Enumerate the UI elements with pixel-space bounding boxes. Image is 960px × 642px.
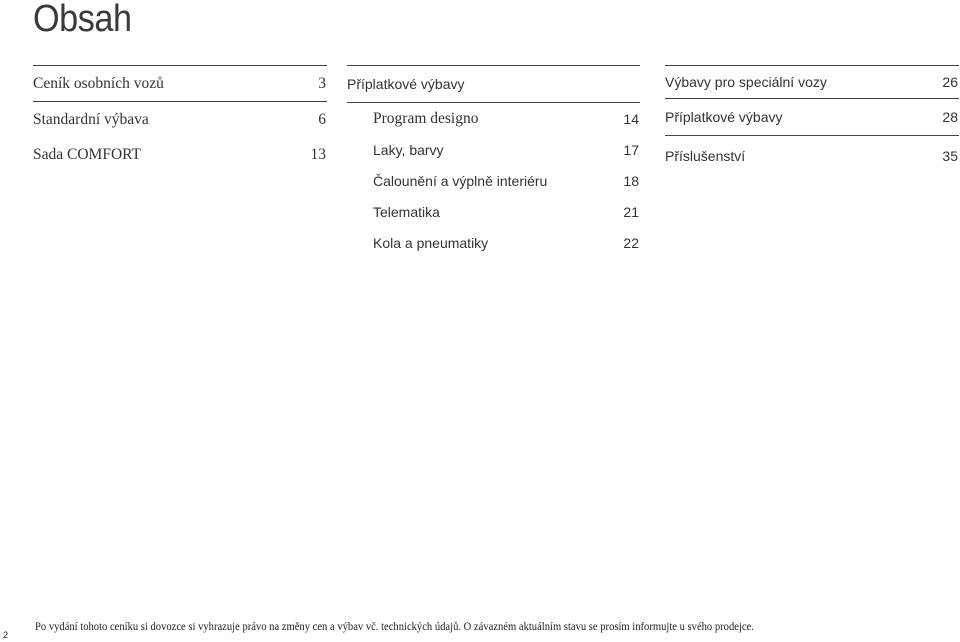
toc-entry-label: Čalounění a výplně interiéru (373, 172, 548, 189)
toc-entry[interactable] (665, 99, 959, 136)
toc-section-header[interactable] (347, 66, 640, 103)
toc-entry[interactable] (33, 66, 327, 102)
footnote: Po vydání tohoto ceníku si dovozce si vyhrazuje právo na změny cen a výbav vč. technických údajů. O závazném aktuálním stavu se prosím informujte u svého prodejce. (35, 621, 754, 633)
toc-entry-page: 18 (623, 172, 639, 189)
toc-entry-page: 22 (623, 234, 639, 251)
toc-entry-page: 3 (318, 74, 326, 92)
toc-entry-label: Telematika (373, 203, 440, 220)
toc-column-3 (665, 65, 959, 176)
toc-entry-label: Kola a pneumatiky (373, 234, 489, 251)
toc-entry-page: 6 (318, 110, 326, 128)
toc-entry[interactable] (347, 165, 640, 196)
toc-entry-label: Výbavy pro speciální vozy (665, 74, 827, 90)
toc-entry-label: Příslušenství (665, 148, 746, 164)
toc-entry-label: Ceník osobních vozů (33, 74, 164, 92)
toc-entry-page: 35 (942, 148, 958, 164)
toc-entry[interactable] (665, 136, 959, 176)
page-number: 2 (3, 630, 9, 640)
toc-entry-label: Laky, barvy (373, 141, 444, 158)
toc-entry-page: 26 (942, 74, 958, 90)
toc-column-2 (347, 65, 640, 258)
toc-entry-page: 17 (623, 141, 639, 158)
page-title: Obsah (33, 0, 132, 40)
toc-entry-page: 21 (623, 203, 639, 220)
toc-entry-label: Příplatkové výbavy (665, 109, 783, 125)
toc-entry[interactable] (347, 196, 640, 227)
toc-entry[interactable] (347, 134, 640, 165)
toc-entry[interactable] (33, 102, 327, 137)
toc-entry[interactable] (665, 66, 959, 99)
toc-entry-label: Standardní výbava (33, 110, 149, 128)
toc-entry-label: Program designo (373, 109, 479, 127)
toc-entry[interactable] (347, 103, 640, 134)
toc-entry[interactable] (347, 227, 640, 258)
toc-entry[interactable] (33, 137, 327, 172)
toc-column-1 (33, 65, 327, 172)
toc-entry-page: 28 (942, 109, 958, 125)
toc-section-title: Příplatkové výbavy (347, 76, 465, 92)
toc-entry-page: 14 (623, 110, 639, 127)
toc-entry-page: 13 (310, 145, 326, 163)
toc-entry-label: Sada COMFORT (33, 145, 142, 163)
